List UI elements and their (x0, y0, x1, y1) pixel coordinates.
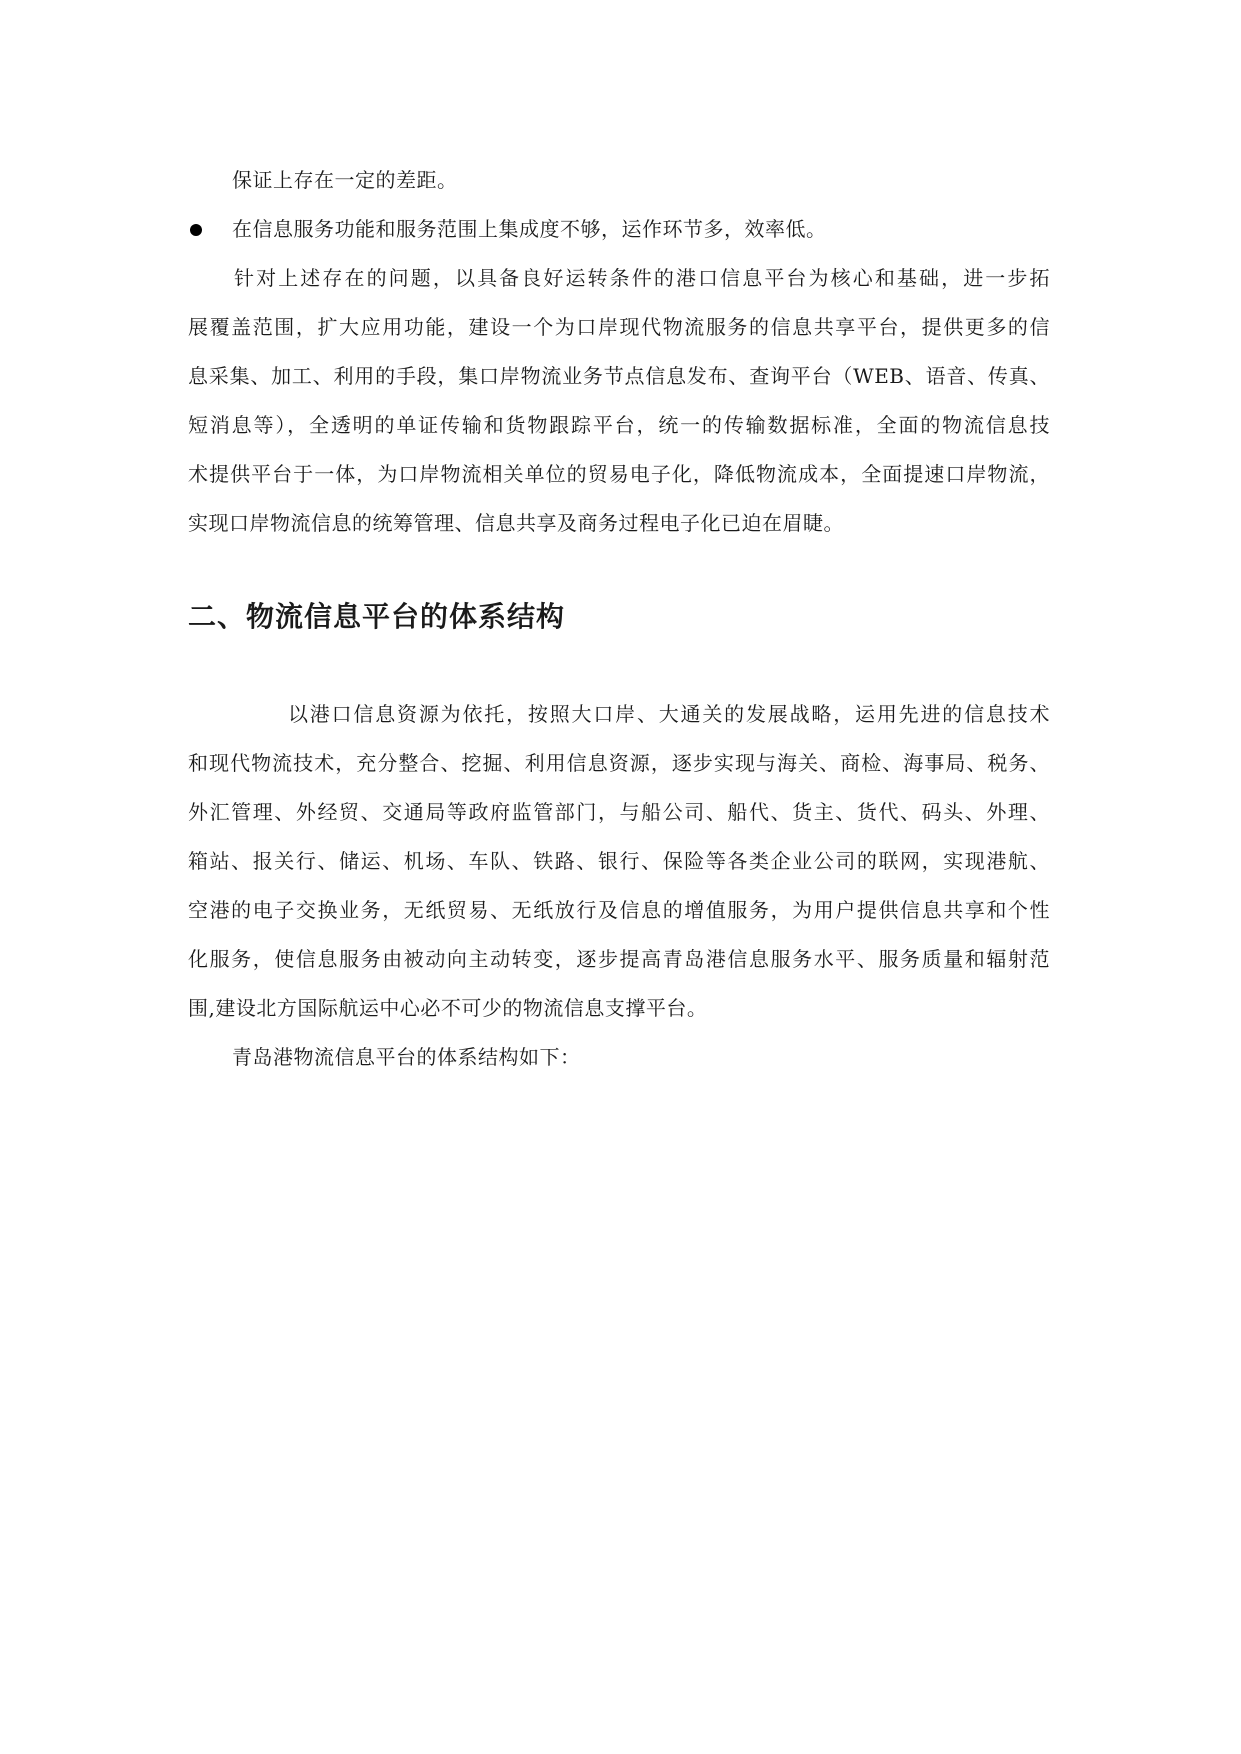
document-body (188, 156, 1050, 1082)
paragraph-2-line: 空港的电子交换业务，无纸贸易、无纸放行及信息的增值服务，为用户提供信息共享和个性 (188, 898, 1050, 922)
paragraph-1-line: 术提供平台于一体，为口岸物流相关单位的贸易电子化，降低物流成本，全面提速口岸物流， (188, 462, 1050, 486)
bullet-dot-icon (190, 224, 202, 236)
paragraph-2-line: 和现代物流技术，充分整合、挖掘、利用信息资源，逐步实现与海关、商检、海事局、税务、 (188, 751, 1050, 775)
paragraph-2-line: 以港口信息资源为依托，按照大口岸、大通关的发展战略，运用先进的信息技术 (288, 702, 1050, 726)
paragraph-2-line: 外汇管理、外经贸、交通局等政府监管部门，与船公司、船代、货主、货代、码头、外理、 (188, 800, 1050, 824)
paragraph-1-line: 短消息等），全透明的单证传输和货物跟踪平台，统一的传输数据标准，全面的物流信息技 (188, 413, 1050, 437)
closing-line: 青岛港物流信息平台的体系结构如下： (232, 1045, 581, 1069)
paragraph-2 (188, 690, 1050, 1033)
paragraph-2-line: 箱站、报关行、储运、机场、车队、铁路、银行、保险等各类企业公司的联网，实现港航、 (188, 849, 1050, 873)
section-heading: 二、物流信息平台的体系结构 (188, 600, 566, 633)
paragraph-1-line: 展覆盖范围，扩大应用功能，建设一个为口岸现代物流服务的信息共享平台，提供更多的信 (188, 315, 1050, 339)
continuation-line: 保证上存在一定的差距。 (232, 168, 458, 192)
paragraph-1-line: 息采集、加工、利用的手段，集口岸物流业务节点信息发布、查询平台（WEB、语音、传真、 (188, 364, 1050, 388)
paragraph-1-line: 实现口岸物流信息的统筹管理、信息共享及商务过程电子化已迫在眉睫。 (188, 511, 844, 535)
paragraph-2-line: 围,建设北方国际航运中心必不可少的物流信息支撑平台。 (188, 996, 708, 1020)
paragraph-1 (188, 254, 1050, 548)
paragraph-1-line: 针对上述存在的问题，以具备良好运转条件的港口信息平台为核心和基础，进一步拓 (234, 266, 1050, 290)
paragraph-2-line: 化服务，使信息服务由被动向主动转变，逐步提高青岛港信息服务水平、服务质量和辐射范 (188, 947, 1050, 971)
bullet-item-text: 在信息服务功能和服务范围上集成度不够，运作环节多，效率低。 (232, 217, 827, 241)
bullet-list-item (188, 205, 1050, 254)
